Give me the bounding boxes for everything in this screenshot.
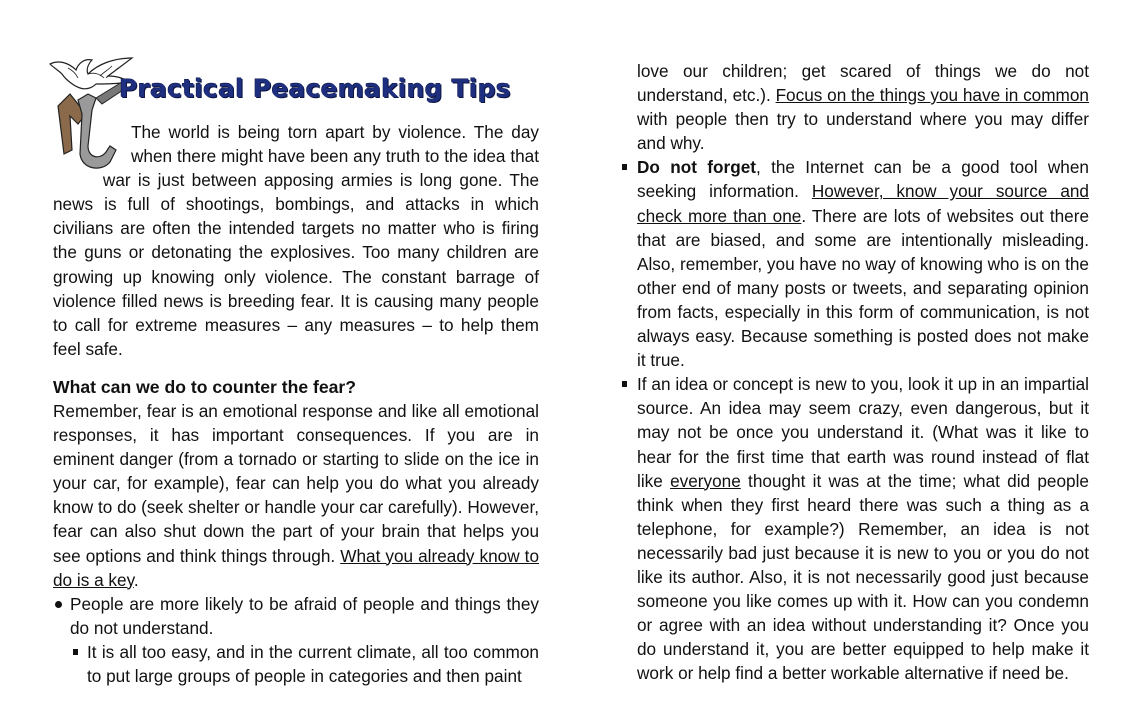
continuation-underlined: Focus on the things you have in common bbox=[775, 85, 1089, 106]
intro-paragraph: The world is being torn apart by violence. The day when there might have been any truth to the idea that war is just between apposing armies is long gone. The news is full of shootings, bombings, and attacks in which civilians are often the intended targets no matter who is firing the guns or detonating the explosives. Too many children are growing up knowing only violence. The constant barrage of violence filled news is breeding fear. It is causing many people to call for extreme measures – any measures – to help them feel safe. bbox=[53, 122, 539, 359]
section-paragraph bbox=[53, 399, 539, 592]
section-paragraph-underlined: What you already know to do is a key bbox=[53, 545, 540, 590]
list-item-sub: It is all too easy, and in the current climate, all too common to put large groups of people in categories and then paint bbox=[53, 640, 539, 688]
continuation-paragraph bbox=[637, 59, 1089, 155]
tip-text-end: . There are lots of websites out there that are biased, and some are intentionally misleading. Also, remember, you have no way of knowing who is on the other end of many posts or tweets, and separating opinion from facts, especially in this form of communication, is not always easy. Because something is posted does not make it true. bbox=[637, 205, 1090, 371]
title-row bbox=[53, 58, 539, 120]
tip-bold: Do not forget bbox=[637, 157, 756, 178]
tip-text: , the Internet can be a good tool when seeking information. bbox=[637, 157, 1089, 202]
tip-underlined: everyone bbox=[670, 470, 741, 491]
list-item bbox=[637, 155, 1089, 372]
list-item: People are more likely to be afraid of people and things they do not understand. bbox=[53, 592, 539, 640]
tips-list-right bbox=[637, 155, 1089, 685]
list-item bbox=[637, 372, 1089, 685]
tip-text: If an idea or concept is new to you, look it up in an impartial source. An idea may seem crazy, even dangerous, but it may not be once you understand it. (What was it like to hear for the first time that earth was round instead of flat like bbox=[637, 374, 1089, 491]
page-title: Practical Peacemaking Tips bbox=[119, 74, 511, 103]
tip-text-end: thought it was at the time; what did people think when they first heard there was such a thing as a telephone, for example?) Remember, an idea is not necessarily bad just because it is new to you or you do not like its author. Also, it is not necessarily good just because someone you like comes up with it. How can you condemn or agree with an idea without understanding it? Once you do understand it, you are better equipped to help make it work or help find a better workable alternative if need be. bbox=[637, 470, 1089, 684]
right-column bbox=[637, 59, 1089, 685]
continuation-end: with people then try to understand where you may differ and why. bbox=[637, 109, 1089, 154]
section-heading: What can we do to counter the fear? bbox=[53, 376, 357, 397]
continuation-text: love our children; get scared of things we do not understand, etc.). bbox=[637, 61, 1089, 106]
section-paragraph-end: . bbox=[133, 569, 139, 590]
left-column bbox=[53, 58, 539, 688]
section-paragraph-text: Remember, fear is an emotional response and like all emotional responses, it has important consequences. If you are in eminent danger (from a tornado or starting to slide on the ice in your car, for example), fear can help you do what you already know to do (seek shelter or handle your car carefully). However, fear can also shut down the part of your brain that helps you see options and think things through. bbox=[53, 400, 539, 566]
tips-list bbox=[53, 592, 539, 688]
tip-underlined: However, know your source and check more than one bbox=[637, 181, 1089, 226]
